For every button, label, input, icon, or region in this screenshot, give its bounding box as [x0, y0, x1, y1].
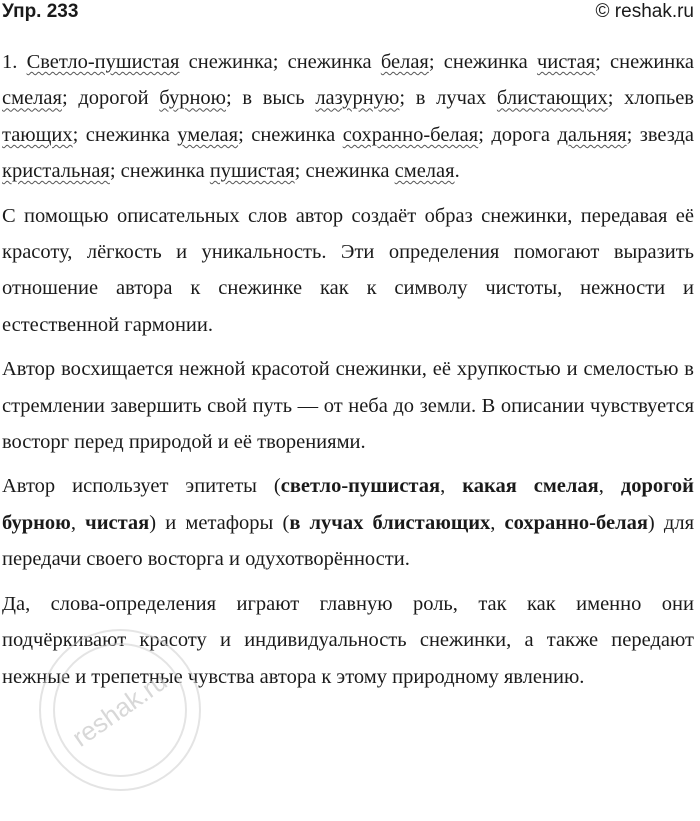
p4-seg: ) для передачи своего восторга и одухотворённости.: [2, 511, 694, 571]
p4-seg-bold: светло-пушистая: [280, 475, 441, 498]
p1-seg: дальняя: [557, 123, 627, 146]
p1-seg: ; снежинка: [238, 123, 343, 146]
paragraph-1: [2, 44, 694, 190]
p1-seg: ; дорогой: [61, 87, 160, 110]
p1-seg: пушистая: [209, 160, 295, 183]
p1-seg: ; снежинка: [428, 51, 537, 73]
p1-seg: ; дорога: [478, 123, 558, 146]
p1-seg: ; звезда: [626, 123, 695, 146]
paragraph-5: Да, слова-определения играют главную роль, так как именно они подчёркивают красоту и индивидуальность снежинки, а также передают нежные и трепетные чувства автора к этому природному явлению.: [2, 592, 694, 688]
p4-seg: ,: [440, 475, 463, 498]
p4-seg: ,: [490, 511, 505, 534]
p1-seg: смелая: [394, 160, 455, 183]
p1-seg: снежинка; снежинка: [179, 51, 381, 73]
p1-seg: белая: [380, 51, 429, 73]
page-header: [0, 0, 700, 30]
p1-seg: ; хлопьев: [607, 87, 694, 110]
p1-seg: .: [454, 160, 460, 183]
p4-seg-bold: дорогой бурною: [2, 475, 694, 534]
p1-seg: тающих: [2, 123, 73, 146]
p4-seg-bold: в лучах блистающих: [289, 511, 491, 534]
p4-seg: ,: [598, 475, 621, 498]
p1-seg: умелая: [177, 123, 239, 146]
p4-seg-bold: какая смелая: [462, 475, 599, 498]
p1-seg: ; в лучах: [399, 87, 497, 110]
p1-seg: сохранно-белая: [342, 123, 479, 146]
p1-seg: ; снежинка: [595, 51, 695, 73]
p4-seg: ,: [70, 511, 86, 534]
p1-seg: кристальная: [2, 160, 110, 183]
paragraph-2: С помощью описательных слов автор создаёт образ снежинки, передавая её красоту, лёгкость и уникальность. Эти определения помогают выразить отношение автора к снежинке как к символу чистоты, нежности и естественной гармонии.: [2, 204, 694, 336]
paragraph-4: [2, 468, 694, 577]
p4-seg: ) и метафоры (: [149, 511, 290, 534]
p1-seg: смелая: [2, 87, 62, 110]
answer-text: [2, 44, 694, 703]
p4-seg-bold: чистая: [85, 511, 150, 534]
p1-seg: блистающих: [496, 87, 608, 110]
p1-seg: бурною: [159, 87, 226, 110]
source-credit: © reshak.ru: [595, 1, 694, 22]
p1-seg: Светло-пушистая: [26, 51, 180, 73]
p4-seg: Автор использует эпитеты (: [2, 475, 281, 498]
p1-seg: лазурную: [315, 87, 400, 110]
p1-seg: ; снежинка: [294, 160, 395, 183]
p1-seg: ; снежинка: [72, 123, 178, 146]
p1-seg: 1.: [2, 51, 27, 73]
p1-seg: ; в высь: [225, 87, 316, 110]
p4-seg-bold: сохранно-белая: [504, 511, 648, 534]
paragraph-3: Автор восхищается нежной красотой снежинки, её хрупкостью и смелостью в стремлении завершить свой путь — от неба до земли. В описании чувствуется восторг перед природой и её творениями.: [2, 358, 694, 454]
p1-seg: ; снежинка: [109, 160, 210, 183]
exercise-title: Упр. 233: [2, 1, 79, 22]
p1-seg: чистая: [536, 51, 596, 73]
watermark-text: reshak.ru: [66, 665, 173, 753]
